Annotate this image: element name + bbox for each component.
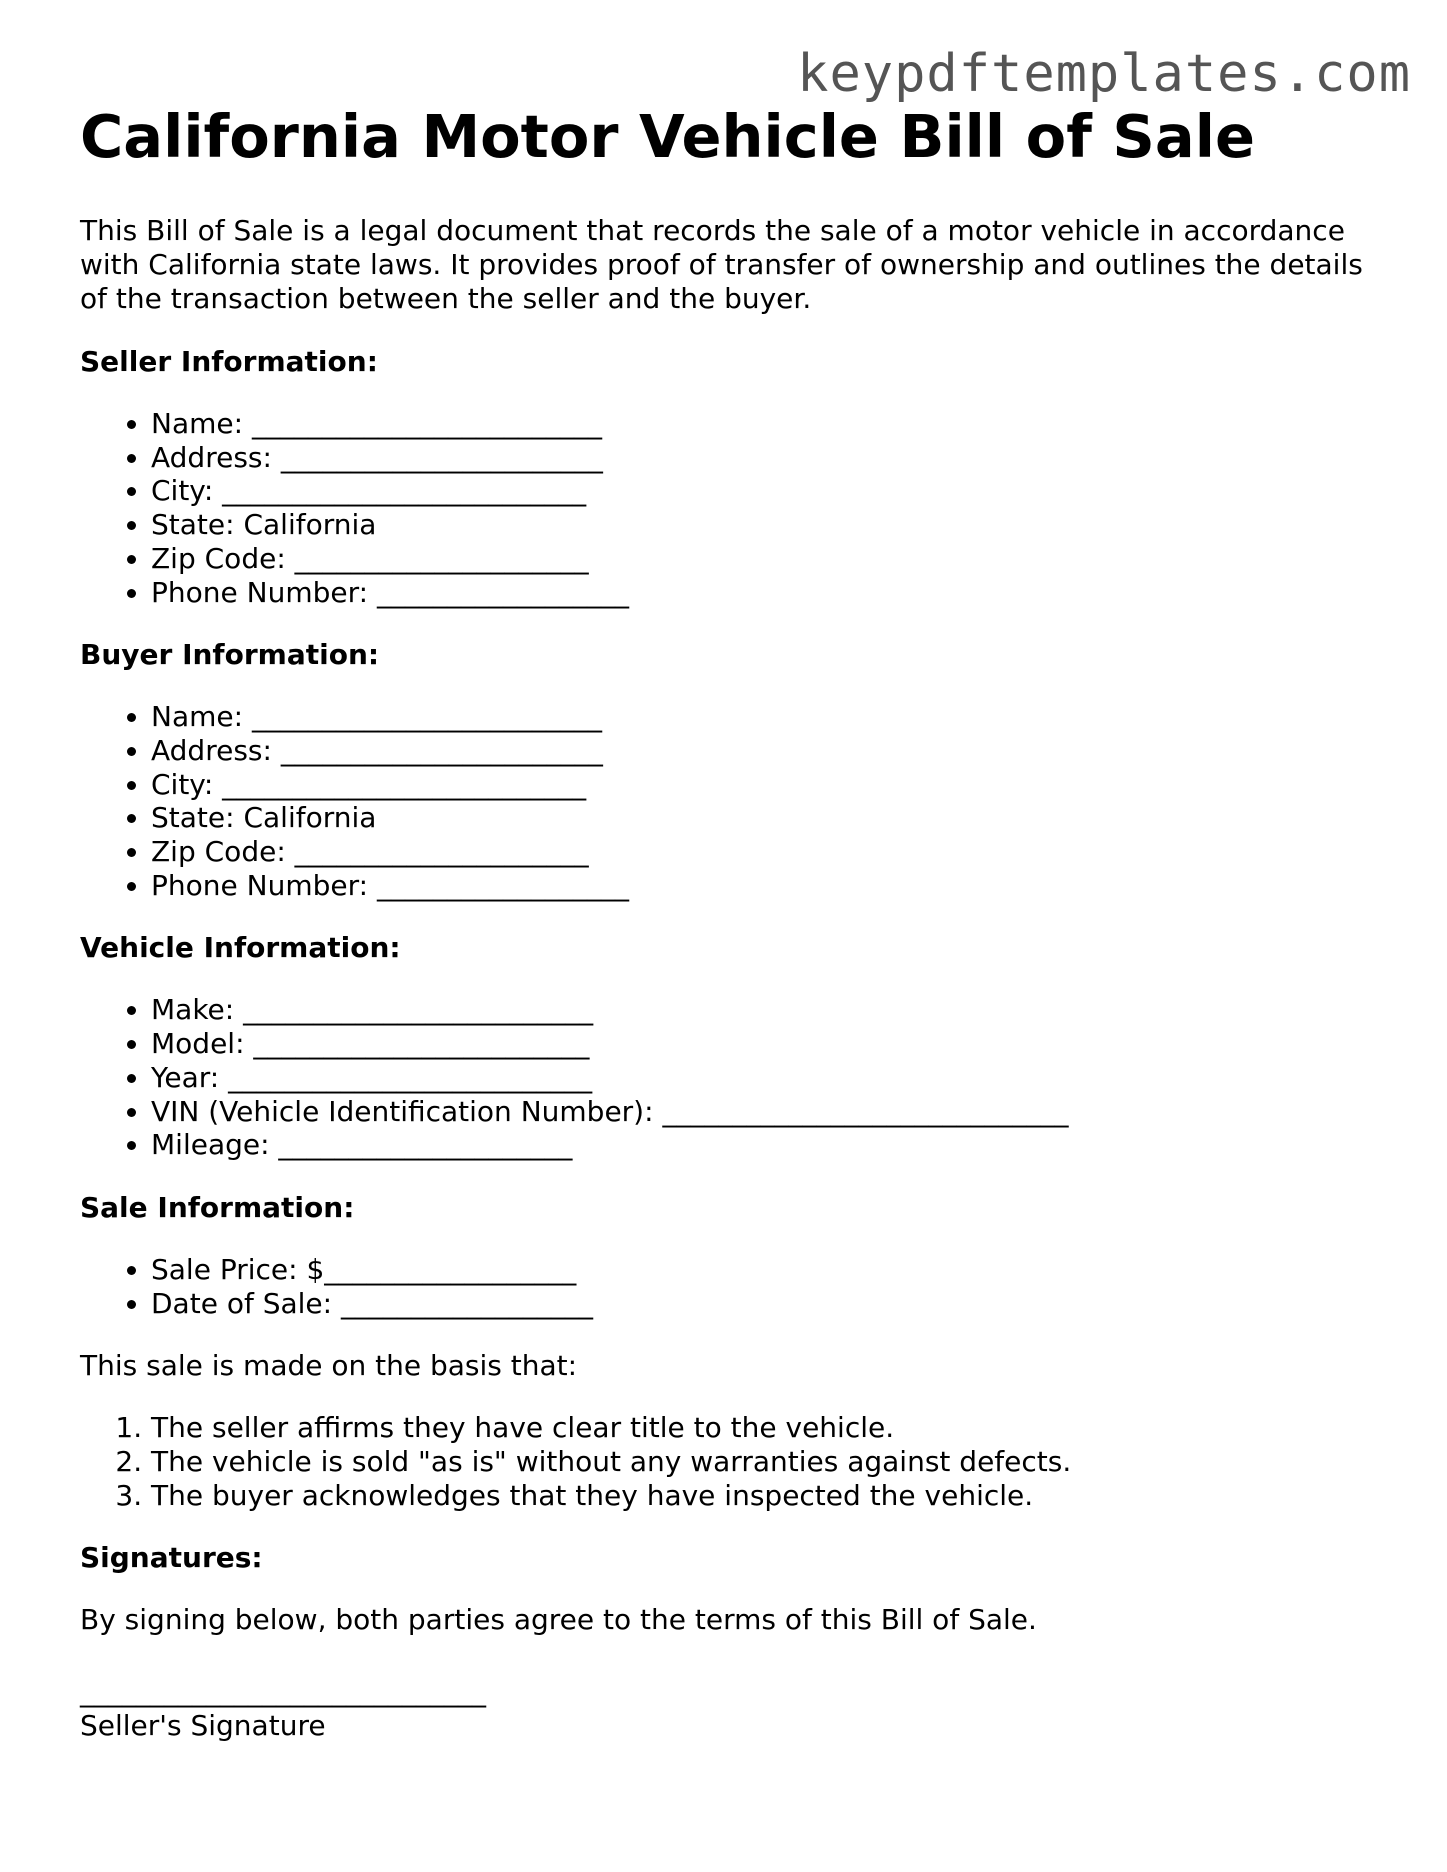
buyer-zip-field[interactable]: • Zip Code: _____________________ <box>151 835 1380 869</box>
vehicle-mileage-field[interactable]: • Mileage: _____________________ <box>151 1128 1380 1162</box>
buyer-state-field: • State: California <box>151 801 1380 835</box>
buyer-heading: Buyer Information: <box>80 638 380 672</box>
seller-state-field: • State: California <box>151 508 1380 542</box>
seller-list <box>80 407 1380 609</box>
sale-date-field[interactable]: • Date of Sale: __________________ <box>151 1287 1380 1321</box>
vehicle-model-field[interactable]: • Model: ________________________ <box>151 1027 1380 1061</box>
vehicle-year-field[interactable]: • Year: __________________________ <box>151 1061 1380 1095</box>
buyer-address-field[interactable]: • Address: _______________________ <box>151 734 1380 768</box>
intro-paragraph: This Bill of Sale is a legal document that records the sale of a motor vehicle in accordance with California state laws. It provides proof of transfer of ownership and outlines the details of the transaction between the seller and the buyer. <box>80 214 1363 315</box>
vehicle-vin-field[interactable]: • VIN (Vehicle Identification Number): _____________________________ <box>151 1095 1380 1129</box>
vehicle-list <box>80 993 1380 1162</box>
document-body <box>80 98 1380 1743</box>
vehicle-heading: Vehicle Information: <box>80 931 401 965</box>
signatures-text: By signing below, both parties agree to the terms of this Bill of Sale. <box>80 1603 1037 1637</box>
sale-list <box>80 1253 1380 1320</box>
vehicle-make-field[interactable]: • Make: _________________________ <box>151 993 1380 1027</box>
watermark: keypdftemplates.com <box>797 44 1411 104</box>
basis-intro: This sale is made on the basis that: <box>80 1349 578 1383</box>
buyer-phone-field[interactable]: • Phone Number: __________________ <box>151 869 1380 903</box>
seller-signature-line[interactable]: _____________________________ <box>80 1675 486 1709</box>
sale-price-field[interactable]: • Sale Price: $__________________ <box>151 1253 1380 1287</box>
seller-address-field[interactable]: • Address: _______________________ <box>151 441 1380 475</box>
buyer-city-field[interactable]: • City: __________________________ <box>151 768 1380 802</box>
seller-phone-field[interactable]: • Phone Number: __________________ <box>151 576 1380 610</box>
basis-list <box>80 1411 1380 1512</box>
sale-heading: Sale Information: <box>80 1190 355 1224</box>
page-title: California Motor Vehicle Bill of Sale <box>80 102 1255 171</box>
buyer-name-field[interactable]: • Name: _________________________ <box>151 700 1380 734</box>
basis-item: 2. The vehicle is sold "as is" without any warranties against defects. <box>151 1445 1380 1479</box>
seller-name-field[interactable]: • Name: _________________________ <box>151 407 1380 441</box>
seller-city-field[interactable]: • City: __________________________ <box>151 474 1380 508</box>
basis-item: 3. The buyer acknowledges that they have inspected the vehicle. <box>151 1479 1380 1513</box>
basis-item: 1. The seller affirms they have clear title to the vehicle. <box>151 1411 1380 1445</box>
buyer-list <box>80 700 1380 902</box>
seller-zip-field[interactable]: • Zip Code: _____________________ <box>151 542 1380 576</box>
seller-signature-label: Seller's Signature <box>80 1709 326 1743</box>
signatures-heading: Signatures: <box>80 1541 263 1575</box>
seller-heading: Seller Information: <box>80 345 378 378</box>
